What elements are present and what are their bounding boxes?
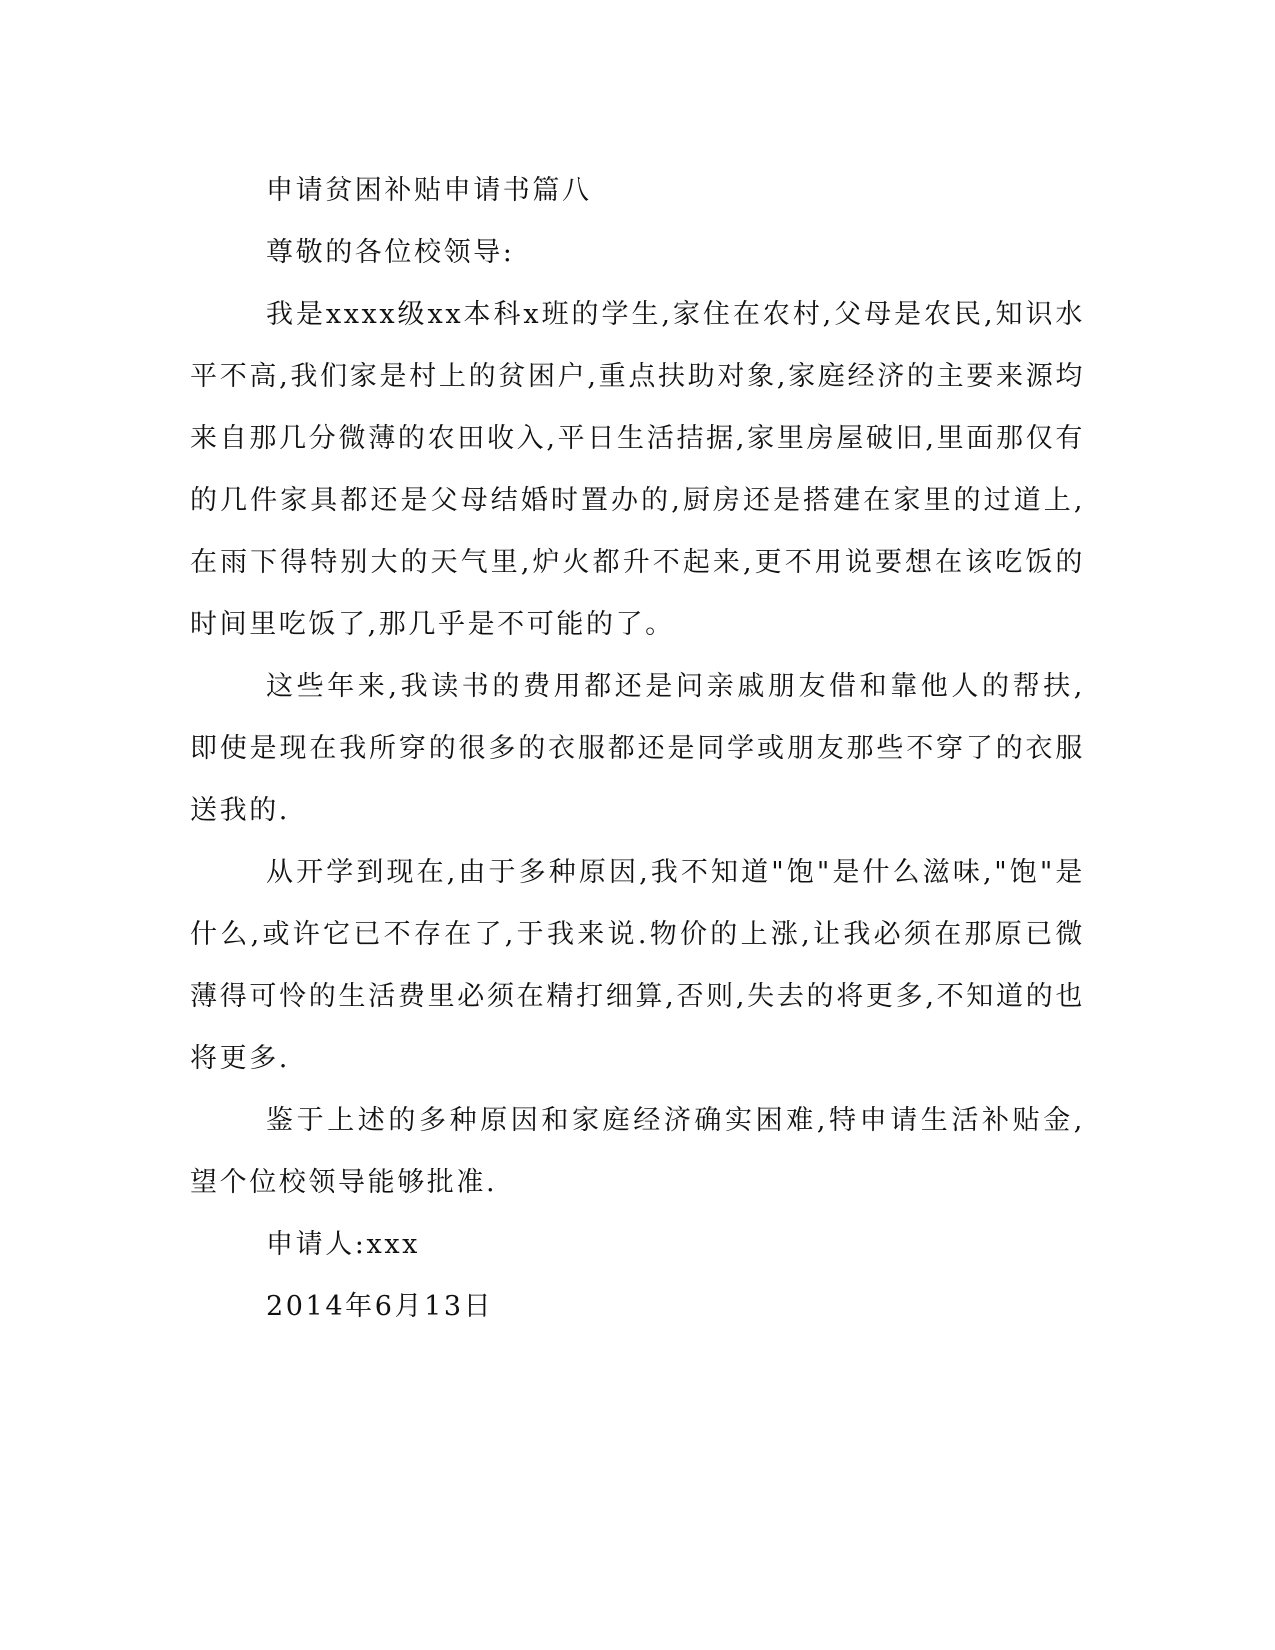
document-body: [190, 160, 1085, 1338]
body-paragraph-2: 这些年来,我读书的费用都还是问亲戚朋友借和靠他人的帮扶,即使是现在我所穿的很多的衣服都还是同学或朋友那些不穿了的衣服送我的.: [190, 671, 1085, 826]
application-date: 2014年6月13日: [266, 1291, 494, 1322]
document-title: 申请贫困补贴申请书篇八: [266, 175, 592, 206]
applicant-signature: 申请人:xxx: [266, 1229, 420, 1260]
body-paragraph-3: 从开学到现在,由于多种原因,我不知道"饱"是什么滋味,"饱"是什么,或许它已不存在了,于我来说.物价的上涨,让我必须在那原已微薄得可怜的生活费里必须在精打细算,否则,失去的将更多,不知道的也将更多.: [190, 857, 1085, 1074]
salutation: 尊敬的各位校领导:: [266, 237, 515, 268]
body-paragraph-4: 鉴于上述的多种原因和家庭经济确实困难,特申请生活补贴金,望个位校领导能够批准.: [190, 1105, 1085, 1198]
body-paragraph-1: 我是xxxx级xx本科x班的学生,家住在农村,父母是农民,知识水平不高,我们家是村上的贫困户,重点扶助对象,家庭经济的主要来源均来自那几分微薄的农田收入,平日生活拮据,家里房屋破旧,里面那仅有的几件家具都还是父母结婚时置办的,厨房还是搭建在家里的过道上,在雨下得特别大的天气里,炉火都升不起来,更不用说要想在该吃饭的时间里吃饭了,那几乎是不可能的了。: [190, 299, 1085, 640]
